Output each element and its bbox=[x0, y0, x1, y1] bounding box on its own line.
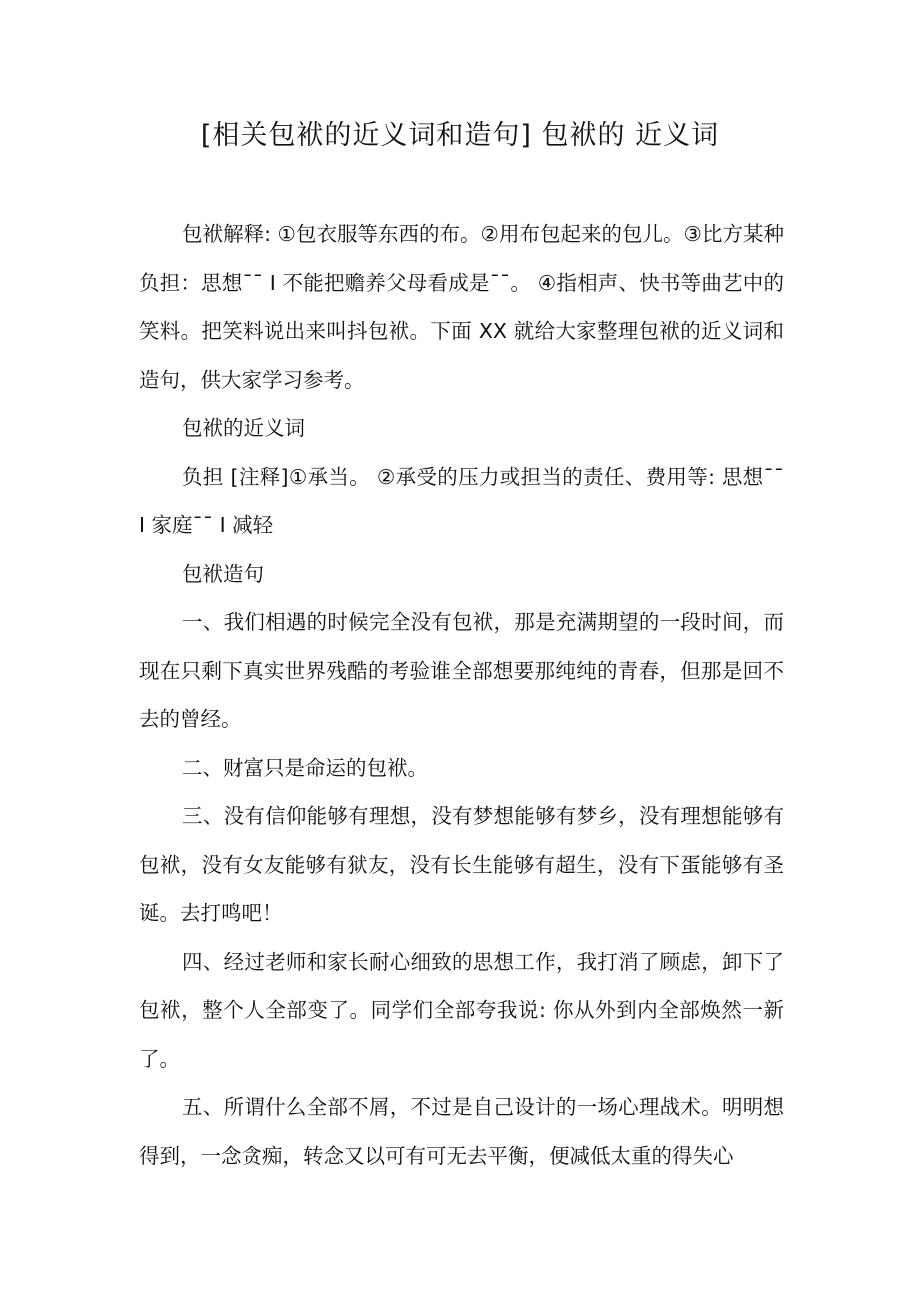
sentence-item: 五、所谓什么全部不屑，不过是自己设计的一场心理战术。明明想得到，一念贪痴，转念又以可有可无去平衡，便减低太重的得失心 bbox=[139, 1095, 784, 1168]
paragraph-definition: 包袱解释: ①包衣服等东西的布。②用布包起来的包儿。③比方某种负担：思想¯¯ I 不能把赡养父母看成是¯¯。 ④指相声、快书等曲艺中的笑料。把笑料说出来叫抖包袱。下面 XX 就给大家整理包袱的近义词和造句，供大家学习参考。 bbox=[139, 222, 784, 392]
heading-synonyms: 包袱的近义词 bbox=[182, 416, 306, 440]
document-body bbox=[139, 210, 784, 1180]
sentence-item: 一、我们相遇的时候完全没有包袱，那是充满期望的一段时间，而现在只剩下真实世界残酷的考验谁全部想要那纯纯的青春，但那是回不去的曾经。 bbox=[139, 610, 784, 731]
heading-sentences: 包袱造句 bbox=[182, 561, 265, 586]
sentence-item: 四、经过老师和家长耐心细致的思想工作，我打消了顾虑，卸下了包袱，整个人全部变了。同学们全部夸我说: 你从外到内全部焕然一新了。 bbox=[139, 949, 784, 1071]
sentence-item: 二、财富只是命运的包袱。 bbox=[182, 755, 429, 780]
document-title: [相关包袱的近义词和造句] 包袱的 近义词 bbox=[200, 120, 720, 151]
paragraph-synonym-entry: 负担 [注释]①承当。 ②承受的压力或担当的责任、费用等: 思想¯¯ I 家庭¯¯ I 减轻 bbox=[139, 464, 784, 537]
sentence-item: 三、没有信仰能够有理想，没有梦想能够有梦乡，没有理想能够有包袱，没有女友能够有狱友，没有长生能够有超生，没有下蛋能够有圣诞。去打鸣吧！ bbox=[139, 804, 784, 925]
